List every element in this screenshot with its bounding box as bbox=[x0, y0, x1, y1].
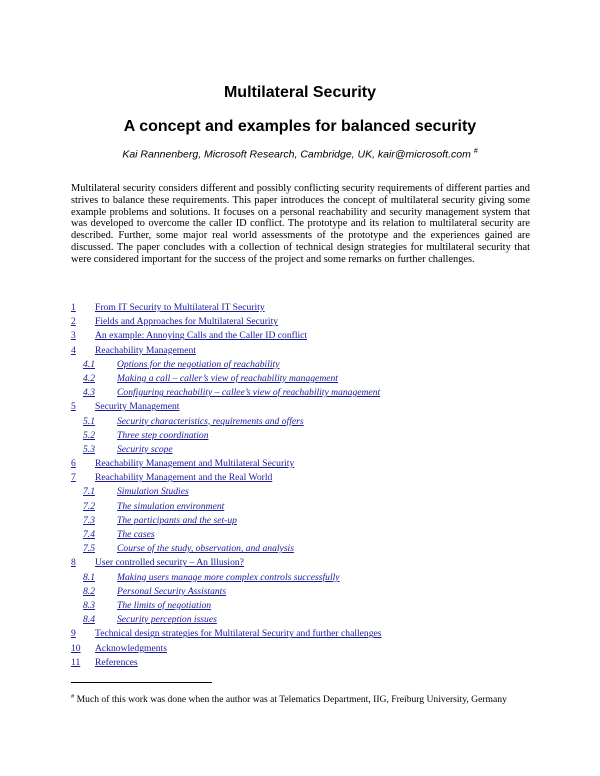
toc-entry[interactable] bbox=[71, 386, 541, 400]
toc-entry[interactable] bbox=[71, 571, 541, 585]
toc-entry[interactable] bbox=[71, 471, 541, 485]
author-footnote-mark: # bbox=[473, 148, 478, 155]
toc-entry[interactable] bbox=[71, 301, 541, 315]
toc-entry-link[interactable]: Security characteristics, requirements and offers bbox=[117, 415, 304, 427]
toc-entry-number[interactable]: 4 bbox=[71, 344, 76, 356]
toc-entry-link[interactable]: Fields and Approaches for Multilateral Security bbox=[95, 316, 279, 328]
toc-entry-link[interactable]: From IT Security to Multilateral IT Security bbox=[95, 302, 265, 313]
toc-entry-number[interactable]: 8.2 bbox=[83, 585, 95, 597]
toc-entry[interactable] bbox=[71, 627, 541, 641]
toc-entry-link[interactable]: An example: Annoying Calls and the Caller ID conflict bbox=[95, 330, 308, 342]
toc-entry-link[interactable]: Technical design strategies for Multilateral Security and further challenges bbox=[95, 628, 382, 640]
toc-entry-number[interactable]: 7.4 bbox=[83, 529, 95, 540]
toc-entry-number[interactable]: 4.3 bbox=[83, 387, 95, 399]
toc-entry-number[interactable]: 10 bbox=[71, 642, 81, 654]
toc-entry[interactable] bbox=[71, 599, 541, 613]
paper-title: Multilateral Security bbox=[223, 84, 377, 101]
toc-entry[interactable] bbox=[71, 358, 541, 372]
toc-entry-number[interactable]: 5.2 bbox=[83, 429, 95, 441]
toc-entry-link[interactable]: References bbox=[95, 656, 138, 668]
toc-entry[interactable] bbox=[71, 443, 541, 457]
toc-entry-link[interactable]: Options for the negotiation of reachability bbox=[117, 358, 280, 370]
toc-entry-number[interactable]: 8 bbox=[71, 557, 76, 569]
toc-entry-number[interactable]: 6 bbox=[71, 458, 76, 470]
toc-entry-link[interactable]: Course of the study, observation, and analysis bbox=[117, 543, 294, 555]
toc-entry-number[interactable]: 8.1 bbox=[83, 571, 95, 583]
toc-entry[interactable] bbox=[71, 585, 541, 599]
toc-entry-number[interactable]: 5.1 bbox=[83, 415, 95, 427]
toc-entry-number[interactable]: 7.5 bbox=[83, 543, 95, 555]
toc-entry-link[interactable]: The cases bbox=[117, 529, 155, 540]
toc-entry-link[interactable]: Reachability Management and the Real World bbox=[95, 472, 273, 484]
toc-entry[interactable] bbox=[71, 613, 541, 627]
toc-entry[interactable] bbox=[71, 457, 541, 471]
footnote-text: Much of this work was done when the author was at Telematics Department, IIG, Freiburg University, Germany bbox=[74, 694, 507, 706]
toc-entry-number[interactable]: 1 bbox=[71, 302, 76, 313]
toc-entry-link[interactable]: Reachability Management bbox=[95, 344, 196, 356]
toc-entry-link[interactable]: The limits of negotiation bbox=[117, 599, 212, 611]
toc-entry-link[interactable]: Security scope bbox=[117, 443, 173, 455]
toc-entry-number[interactable]: 8.4 bbox=[83, 614, 95, 626]
toc-entry[interactable] bbox=[71, 542, 541, 556]
toc-entry-number[interactable]: 7 bbox=[71, 472, 76, 484]
toc-entry[interactable] bbox=[71, 415, 541, 429]
toc-entry[interactable] bbox=[71, 400, 541, 414]
toc-entry-number[interactable]: 5.3 bbox=[83, 443, 95, 455]
toc-entry[interactable] bbox=[71, 329, 541, 343]
toc-entry-number[interactable]: 8.3 bbox=[83, 599, 95, 611]
toc-entry-number[interactable]: 7.1 bbox=[83, 486, 95, 498]
toc-entry-number[interactable]: 11 bbox=[71, 656, 81, 668]
toc-entry-number[interactable]: 7.3 bbox=[83, 514, 95, 526]
toc-entry[interactable] bbox=[71, 315, 541, 329]
abstract: Multilateral security considers different and possibly conflicting security requirements of different parties and strives to balance these requirements. This paper introduces the concept of multilateral security giving some example problems and solutions. It focuses on a personal reachability and security management system that was developed to overcome the caller ID conflict. The prototype and its relation to multilateral security are described. Further, some major real world assessments of the prototype and the experiences gained are discussed. The paper concludes with a collection of technical design strategies for multilateral security that were considered important for the success of the project and some remarks on further challenges. bbox=[71, 183, 530, 265]
toc-entry-link[interactable]: Acknowledgments bbox=[95, 642, 167, 654]
author-text: Kai Rannenberg, Microsoft Research, Cambridge, UK, kair@microsoft.com bbox=[122, 148, 471, 161]
footnote-mark: # bbox=[71, 693, 75, 700]
toc-entry-link[interactable]: Personal Security Assistants bbox=[117, 585, 227, 597]
toc-entry-number[interactable]: 2 bbox=[71, 316, 76, 328]
toc-entry-number[interactable]: 9 bbox=[71, 628, 76, 640]
toc-entry[interactable] bbox=[71, 372, 541, 386]
toc-entry-link[interactable]: Reachability Management and Multilateral Security bbox=[95, 458, 295, 470]
toc-entry-number[interactable]: 7.2 bbox=[83, 500, 95, 512]
toc-entry[interactable] bbox=[71, 485, 541, 499]
toc-entry-number[interactable]: 3 bbox=[71, 330, 76, 342]
toc-entry[interactable] bbox=[71, 514, 541, 528]
toc-entry-link[interactable]: Security perception issues bbox=[117, 614, 217, 626]
toc-entry-link[interactable]: Security Management bbox=[95, 401, 180, 413]
paper-subtitle: A concept and examples for balanced security bbox=[123, 118, 477, 135]
toc-entry-number[interactable]: 5 bbox=[71, 401, 76, 413]
toc-entry-link[interactable]: User controlled security – An Illusion? bbox=[95, 557, 244, 569]
toc-entry[interactable] bbox=[71, 556, 541, 570]
toc-entry[interactable] bbox=[71, 429, 541, 443]
toc-entry-link[interactable]: The simulation environment bbox=[117, 500, 225, 512]
toc-entry[interactable] bbox=[71, 642, 541, 656]
footnote-divider bbox=[71, 682, 212, 683]
toc-entry-link[interactable]: The participants and the set-up bbox=[117, 514, 237, 526]
toc-entry-link[interactable]: Configuring reachability – callee’s view of reachability management bbox=[117, 387, 381, 399]
toc-entry[interactable] bbox=[71, 656, 541, 670]
table-of-contents bbox=[71, 301, 541, 670]
toc-entry-link[interactable]: Making a call – caller’s view of reachability management bbox=[117, 372, 338, 384]
toc-entry-number[interactable]: 4.2 bbox=[83, 372, 95, 384]
toc-entry-link[interactable]: Making users manage more complex controls successfully bbox=[117, 571, 340, 583]
toc-entry-link[interactable]: Three step coordination bbox=[117, 429, 209, 441]
toc-entry[interactable] bbox=[71, 344, 541, 358]
toc-entry-number[interactable]: 4.1 bbox=[83, 358, 95, 370]
author-line bbox=[0, 148, 600, 161]
footnote bbox=[71, 693, 541, 705]
toc-entry-link[interactable]: Simulation Studies bbox=[117, 486, 189, 498]
toc-entry[interactable] bbox=[71, 500, 541, 514]
toc-entry[interactable] bbox=[71, 528, 541, 542]
